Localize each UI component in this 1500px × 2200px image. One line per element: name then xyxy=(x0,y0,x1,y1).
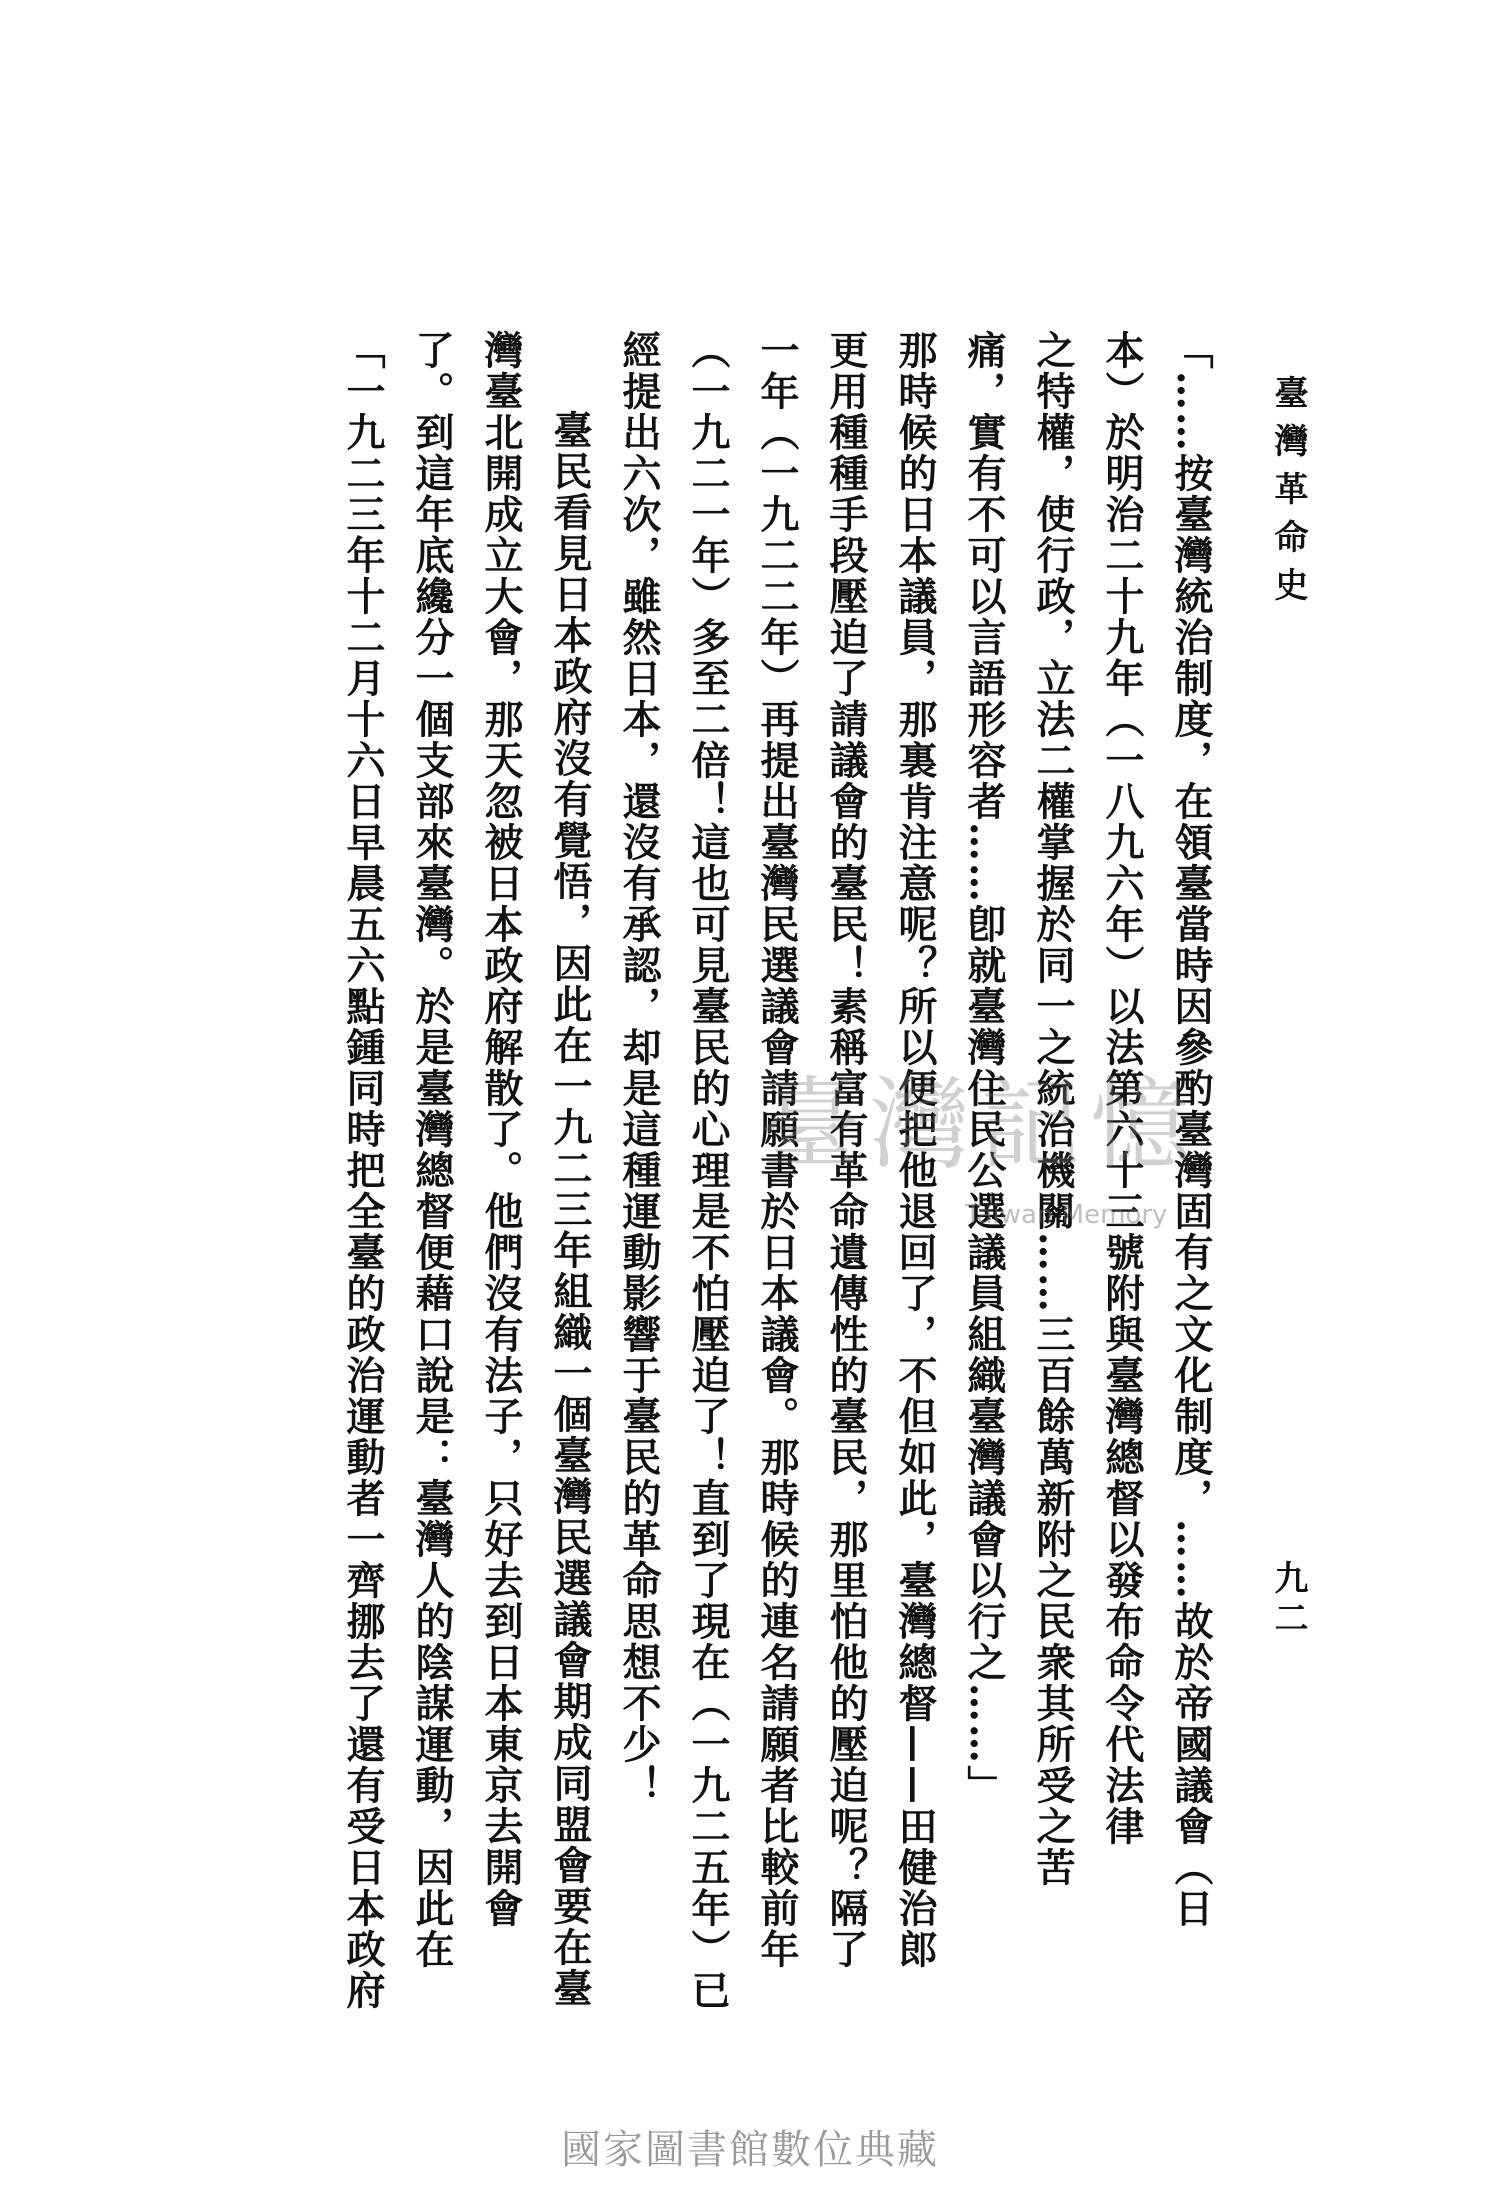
watermark-main-text: 臺灣記憶 xyxy=(760,1066,1200,1183)
text-line: 了。到這年底纔分一個支部來臺灣。於是臺灣總督便藉口說是：臺灣人的陰謀運動，因此在 xyxy=(409,330,455,1970)
text-line: 臺民看見日本政府沒有覺悟，因此在一九二三年組織一個臺灣民選議會期成同盟會要在臺 xyxy=(547,410,593,2009)
footer-credit: 國家圖書館數位典藏 xyxy=(561,2127,939,2173)
text-line: 之特權，使行政，立法二權掌握於同一之統治機關……三百餘萬新附之民衆其所受之苦 xyxy=(1030,330,1076,1888)
text-line: 本）於明治二十九年（一八九六年）以法第六十三號附與臺灣總督以發布命令代法律 xyxy=(1099,330,1145,1847)
text-line: 更用種種手段壓迫了請議會的臺民！素稱富有革命遺傳性的臺民，那里怕他的壓迫呢？隔了 xyxy=(823,330,869,1970)
text-line: 一年（一九二二年）再提出臺灣民選議會請願書於日本議會。那時候的連名請願者比較前年 xyxy=(754,330,800,1970)
text-line: 那時候的日本議員，那裏肯注意呢？所以便把他退回了，不但如此，臺灣總督——田健治郎 xyxy=(892,330,938,1970)
text-line: 灣臺北開成立大會，那天忽被日本政府解散了。他們沒有法子，只好去到日本東京去開會 xyxy=(478,330,524,1929)
text-line: 痛，實有不可以言語形容者……卽就臺灣住民公選議員組織臺灣議會以行之……」 xyxy=(961,330,1007,1806)
text-line: 「一九二三年十二月十六日早晨五六點鍾同時把全臺的政治運動者一齊挪去了還有受日本政府 xyxy=(340,330,386,2011)
text-line: 經提出六次，雖然日本，還沒有承認，却是這種運動影響于臺民的革命思想不少！ xyxy=(616,330,662,1806)
text-line: 「……按臺灣統治制度，在領臺當時因參酌臺灣固有之文化制度，……故於帝國議會（日 xyxy=(1168,330,1214,1929)
running-header-title: 臺灣革命史 xyxy=(1268,375,1308,615)
page-number: 九二 xyxy=(1268,1560,1308,1640)
body-text xyxy=(328,330,1225,2010)
text-line: （一九二一年）多至二倍！這也可見臺民的心理是不怕壓迫了！直到了現在（一九二五年）已 xyxy=(685,330,731,2011)
watermark-sub-text: Taiwan Memory xyxy=(965,1200,1168,1230)
